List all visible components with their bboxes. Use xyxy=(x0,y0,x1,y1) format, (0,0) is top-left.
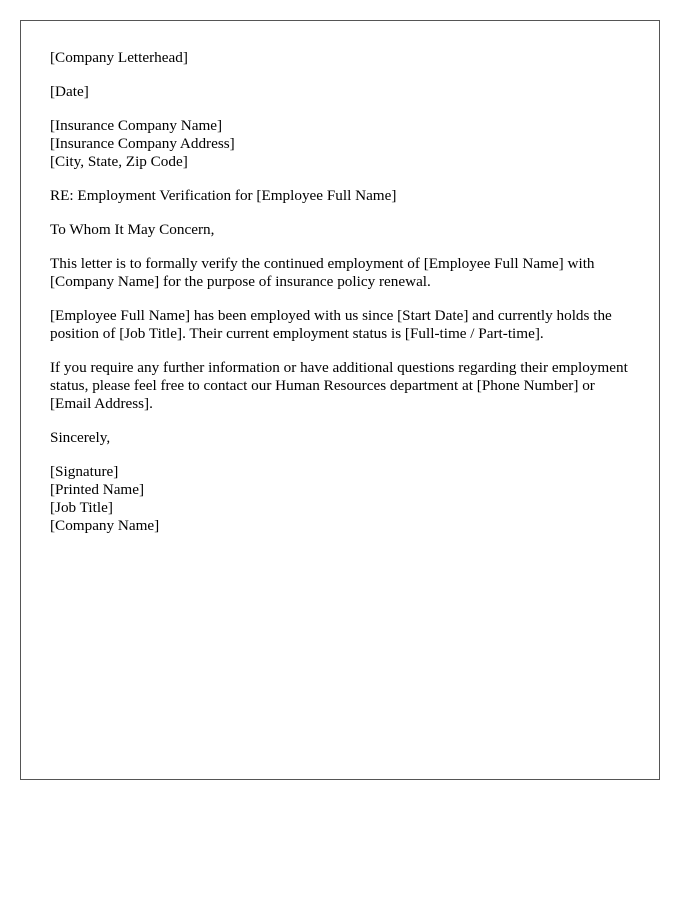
signature-placeholder: [Signature] xyxy=(50,463,119,480)
date xyxy=(50,83,636,101)
letterhead xyxy=(50,49,636,67)
salutation-text: To Whom It May Concern, xyxy=(50,221,215,238)
recipient-city-state-zip: [City, State, Zip Code] xyxy=(50,153,188,170)
printed-name: [Printed Name] xyxy=(50,481,145,498)
closing-text: Sincerely, xyxy=(50,429,111,446)
letterhead-text: [Company Letterhead] xyxy=(50,49,188,66)
subject-line xyxy=(50,187,636,205)
body-paragraph-2 xyxy=(50,307,636,343)
body-paragraph-3-text: If you require any further information or have additional questions regarding their employment status, please feel free to contact our Human Resources department at [Phone Number] or [Email Address]. xyxy=(50,359,628,412)
recipient-address-block xyxy=(50,117,636,171)
body-paragraph-2-text: [Employee Full Name] has been employed with us since [Start Date] and currently holds the position of [Job Title]. Their current employment status is [Full-time / Part-time]. xyxy=(50,307,612,342)
signature-block xyxy=(50,463,636,535)
recipient-name: [Insurance Company Name] xyxy=(50,117,223,134)
recipient-address: [Insurance Company Address] xyxy=(50,135,235,152)
letter-page xyxy=(20,20,660,780)
date-text: [Date] xyxy=(50,83,89,100)
signer-company-name: [Company Name] xyxy=(50,517,160,534)
body-paragraph-3 xyxy=(50,359,636,413)
closing xyxy=(50,429,636,447)
subject-text: RE: Employment Verification for [Employee Full Name] xyxy=(50,187,397,204)
signer-job-title: [Job Title] xyxy=(50,499,113,516)
body-paragraph-1-text: This letter is to formally verify the continued employment of [Employee Full Name] with [Company Name] for the purpose of insurance policy renewal. xyxy=(50,255,595,290)
letter-body xyxy=(50,49,636,551)
salutation xyxy=(50,221,636,239)
body-paragraph-1 xyxy=(50,255,636,291)
